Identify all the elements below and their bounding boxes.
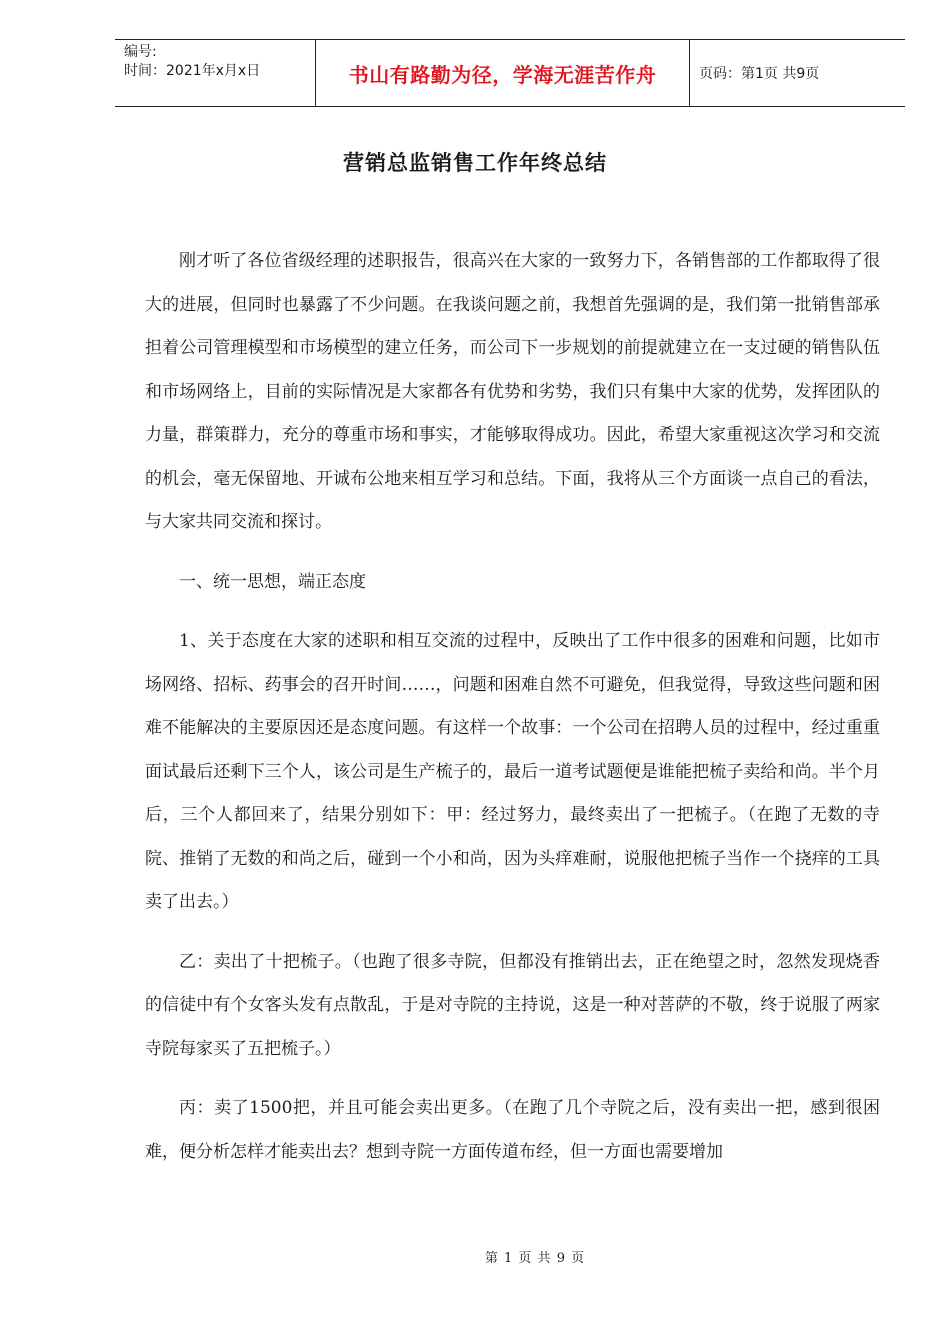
- section-heading-1: 一、统一思想，端正态度: [179, 571, 366, 592]
- paragraph-yi: 乙：卖出了十把梳子。（也跑了很多寺院，但都没有推销出去，正在绝望之时，忽然发现烧香的信徒中有个女客头发有点散乱，于是对寺院的主持说，这是一种对菩萨的不敬，终于说服了两家寺院每家买了五把梳子。）: [145, 951, 880, 1059]
- header-page-cell: [690, 40, 905, 106]
- header-motto-cell: [316, 40, 690, 106]
- paragraph-intro: 刚才听了各位省级经理的述职报告，很高兴在大家的一致努力下，各销售部的工作都取得了很大的进展，但同时也暴露了不少问题。在我谈问题之前，我想首先强调的是，我们第一批销售部承担着公司管理模型和市场模型的建立任务，而公司下一步规划的前提就建立在一支过硬的销售队伍和市场网络上，目前的实际情况是大家都各有优势和劣势，我们只有集中大家的优势，发挥团队的力量，群策群力，充分的尊重市场和事实，才能够取得成功。因此，希望大家重视这次学习和交流的机会，毫无保留地、开诚布公地来相互学习和总结。下面，我将从三个方面谈一点自己的看法，与大家共同交流和探讨。: [145, 251, 880, 532]
- document-number-label: 编号:: [124, 44, 157, 60]
- document-time-label: 时间：2021年x月x日: [124, 63, 261, 79]
- header-motto: 书山有路勤为径，学海无涯苦作舟: [348, 62, 657, 87]
- document-body: [145, 240, 880, 1174]
- paragraph-attitude: 1、关于态度在大家的述职和相互交流的过程中，反映出了工作中很多的困难和问题，比如市场网络、招标、药事会的召开时间……，问题和困难自然不可避免，但我觉得，导致这些问题和困难不能解决的主要原因还是态度问题。有这样一个故事：一个公司在招聘人员的过程中，经过重重面试最后还剩下三个人，该公司是生产梳子的，最后一道考试题便是谁能把梳子卖给和尚。半个月后，三个人都回来了，结果分别如下：甲：经过努力，最终卖出了一把梳子。（在跑了无数的寺院、推销了无数的和尚之后，碰到一个小和尚，因为头痒难耐，说服他把梳子当作一个挠痒的工具卖了出去。）: [145, 631, 880, 912]
- page-footer: 第 1 页 共 9 页: [484, 1251, 586, 1266]
- document-header: [115, 39, 905, 107]
- paragraph-bing: 丙：卖了1500把，并且可能会卖出更多。（在跑了几个寺院之后，没有卖出一把，感到很困难，便分析怎样才能卖出去？想到寺院一方面传道布经，但一方面也需要增加: [145, 1098, 880, 1162]
- document-title: 营销总监销售工作年终总结: [343, 151, 607, 175]
- header-meta-cell: [115, 40, 316, 106]
- header-page-label: 页码：第1页 共9页: [699, 66, 820, 82]
